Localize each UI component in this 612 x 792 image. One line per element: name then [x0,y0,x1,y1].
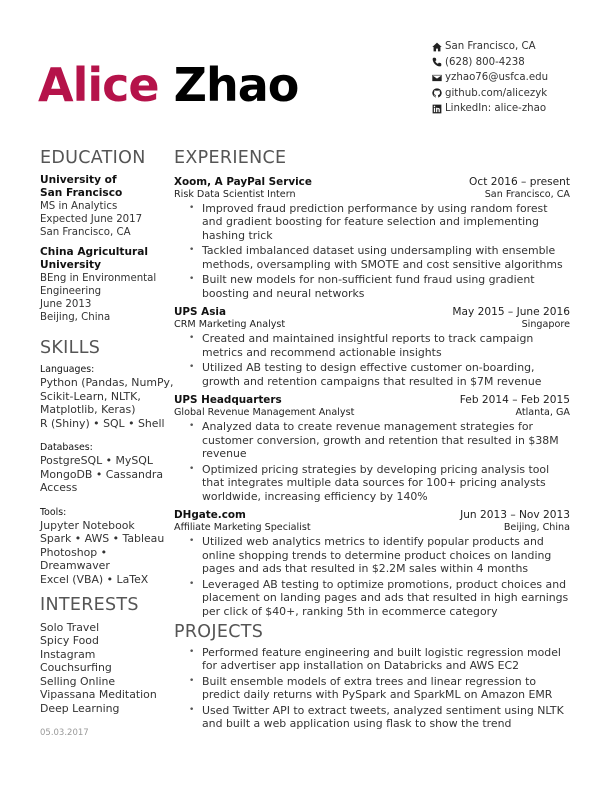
job-entry [174,175,570,301]
job-entry [174,393,570,503]
first-name: Alice [38,58,159,112]
education-entry [40,174,168,239]
contact-info [432,39,548,117]
experience-title: EXPERIENCE [174,148,287,168]
interests-title: INTERESTS [40,595,139,615]
job-entry [174,305,570,388]
degree: Engineering [40,285,102,297]
school-name: University of [40,173,117,186]
linkedin-icon [432,104,445,114]
interests-list [40,621,168,716]
job-role: Affiliate Marketing Specialist [174,522,311,533]
bullet-item: • Leveraged AB testing to optimize promotions, product choices and placement on landing pages and ads that resulted in high earnings per click of $40+, ranking 5th in ecommerce category [188,578,570,619]
skill-label: Databases: [40,442,93,453]
project-bullets [188,646,570,731]
skill-line: Jupyter Notebook [40,518,135,532]
job-dates: Feb 2014 – Feb 2015 [459,394,570,406]
project-item: • Performed feature engineering and built logistic regression model for advertiser app installation on Databricks and AWS EC2 [188,646,570,673]
company-name: Xoom, A PayPal Service [174,175,312,188]
home-icon [432,42,445,52]
contact-github[interactable]: github.com/alicezyk [432,86,548,102]
right-column [174,150,570,733]
job-dates: Oct 2016 – present [469,175,570,188]
github-icon [432,88,445,98]
company-name: DHgate.com [174,509,246,521]
interest-item: Instagram [40,647,96,661]
job-role: Global Revenue Management Analyst [174,407,355,418]
school-name: San Francisco [40,186,123,199]
skill-label: Languages: [40,364,95,375]
job-entry [174,508,570,618]
job-location: Singapore [521,319,570,330]
projects-title: PROJECTS [174,622,264,642]
envelope-icon [432,73,445,83]
contact-linkedin[interactable]: LinkedIn: alice-zhao [432,101,548,117]
job-role: Risk Data Scientist Intern [174,188,296,200]
skill-line: Access [40,481,78,494]
job-dates: Jun 2013 – Nov 2013 [460,509,570,521]
job-role: CRM Marketing Analyst [174,319,286,330]
contact-email[interactable]: yzhao76@usfca.edu [432,70,548,86]
skill-label: Tools: [40,506,67,518]
interest-item: Deep Learning [40,701,120,715]
job-bullets [188,202,570,301]
skills-title: SKILLS [40,337,101,358]
interest-item: Selling Online [40,674,116,688]
skill-category-languages [40,363,174,430]
graduation-date: June 2013 [40,298,92,310]
left-column [40,148,174,738]
degree: MS in Analytics [40,200,118,212]
skill-line: MongoDB • Cassandra [40,467,164,481]
phone-icon [432,57,445,67]
project-item: • Used Twitter API to extract tweets, analyzed sentiment using NLTK and built a web application using flask to show the trend [188,704,570,731]
company-name: UPS Asia [174,306,226,318]
interest-item: Solo Travel [40,620,100,634]
skill-line: R (Shiny) • SQL • Shell [40,416,165,430]
job-bullets [188,332,570,388]
bullet-item: • Optimized pricing strategies by developing pricing analysis tool that integrates multiple data sources for 100+ pricing analysts worldwide, increasing efficiency by 140% [188,463,570,504]
job-location: San Francisco, CA [484,188,570,200]
skill-line: Matplotlib, Keras) [40,403,136,416]
interest-item: Spicy Food [40,634,99,647]
candidate-name [38,58,299,112]
job-bullets [188,420,570,503]
skill-category-tools [40,506,168,587]
job-bullets [188,535,570,618]
degree: BEng in Environmental [40,272,157,284]
school-location: San Francisco, CA [40,226,131,238]
education-title: EDUCATION [40,148,146,168]
bullet-item: • Improved fraud prediction performance by using random forest and gradient boosting for feature selection and implementing hashing trick [188,202,570,243]
school-location: Beijing, China [40,311,111,323]
school-name: University [40,258,101,271]
skill-line: PostgreSQL • MySQL [40,454,153,467]
skill-line: Dreamwaver [40,559,110,572]
bullet-item: • Utilized web analytics metrics to identify popular products and online shopping trends to determine product choices on landing pages and ads that resulted in $2.2M sales within 4 months [188,535,570,576]
graduation-date: Expected June 2017 [40,213,143,225]
interest-item: Couchsurfing [40,661,112,674]
contact-location: San Francisco, CA [432,39,548,55]
last-name: Zhao [173,58,299,112]
bullet-item: • Created and maintained insightful reports to track campaign metrics and recommend actionable insights [188,332,570,359]
skill-line: Scikit-Learn, NLTK, [40,389,141,403]
education-entry [40,246,168,324]
skill-line: Excel (VBA) • LaTeX [40,572,149,586]
school-name: China Agricultural [40,245,149,258]
project-item: • Built ensemble models of extra trees and linear regression to predict daily returns with PySpark and SparkML on Amazon EMR [188,675,570,702]
interest-item: Vipassana Meditation [40,688,157,701]
bullet-item: • Tackled imbalanced dataset using undersampling with ensemble methods, oversampling with SMOTE and cost sensitive algorithms [188,244,570,271]
bullet-item: • Built new models for non-sufficient fund fraud using gradient boosting and neural networks [188,273,570,300]
job-dates: May 2015 – June 2016 [452,306,570,318]
skill-line: Python (Pandas, NumPy, [40,376,174,389]
skill-line: Spark • AWS • Tableau [40,532,165,545]
bullet-item: • Utilized AB testing to design effective customer on-boarding, growth and retention campaigns that resulted in $7M revenue [188,361,570,388]
contact-phone[interactable]: (628) 800-4238 [432,55,548,71]
bullet-item: • Analyzed data to create revenue management strategies for customer conversion, growth and retention that resulted in $38M revenue [188,420,570,461]
document-date: 05.03.2017 [40,728,89,738]
skill-category-databases [40,441,168,495]
skill-line: Photoshop • [40,545,108,559]
job-location: Atlanta, GA [515,407,570,418]
job-location: Beijing, China [503,522,570,533]
company-name: UPS Headquarters [174,394,282,406]
